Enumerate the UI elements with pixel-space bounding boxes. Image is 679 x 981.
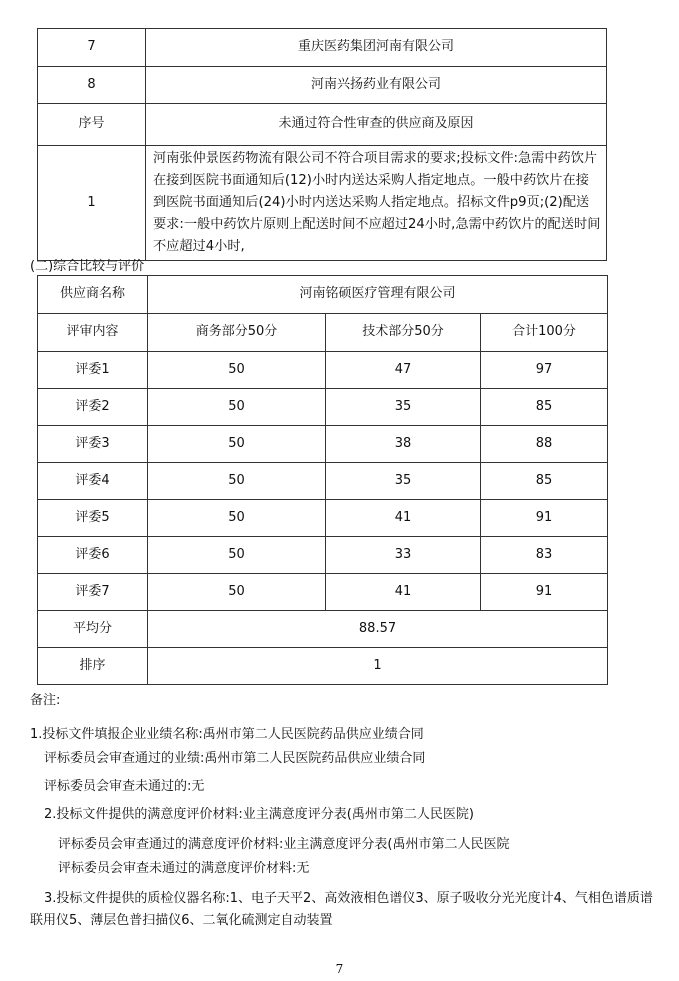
header-row — [38, 314, 608, 352]
business-score: 50 — [148, 463, 326, 500]
review-label: 评审内容 — [38, 314, 148, 352]
score-table — [37, 275, 608, 685]
note-line: 评标委员会审查通过的满意度评价材料:业主满意度评分表(禹州市第二人民医院 — [58, 837, 510, 852]
seq-header: 序号 — [38, 104, 146, 146]
business-score: 50 — [148, 574, 326, 611]
judge-cell: 评委4 — [38, 463, 148, 500]
business-score: 50 — [148, 500, 326, 537]
business-score: 50 — [148, 389, 326, 426]
rank-label: 排序 — [38, 648, 148, 685]
table-row — [38, 352, 608, 389]
total-score: 83 — [481, 537, 608, 574]
tech-score: 33 — [326, 537, 481, 574]
business-score: 50 — [148, 537, 326, 574]
note-line: 评标委员会审查未通过的满意度评价材料:无 — [58, 861, 310, 876]
table-row — [38, 426, 608, 463]
supplier-row — [38, 276, 608, 314]
tech-score: 38 — [326, 426, 481, 463]
judge-cell: 评委2 — [38, 389, 148, 426]
table-row — [38, 389, 608, 426]
tech-score: 35 — [326, 463, 481, 500]
table-row — [38, 29, 607, 67]
average-row — [38, 611, 608, 648]
table-row — [38, 146, 607, 261]
total-score: 91 — [481, 500, 608, 537]
total-score: 91 — [481, 574, 608, 611]
supplier-name: 河南铭硕医疗管理有限公司 — [148, 276, 608, 314]
business-score: 50 — [148, 352, 326, 389]
column-header: 商务部分50分 — [148, 314, 326, 352]
page-number: 7 — [335, 962, 344, 976]
average-label: 平均分 — [38, 611, 148, 648]
note-line: 评标委员会审查未通过的:无 — [44, 779, 205, 794]
table-row — [38, 500, 608, 537]
notes-heading: 备注: — [30, 693, 61, 708]
rank-value: 1 — [148, 648, 608, 685]
table-header-row — [38, 104, 607, 146]
total-score: 85 — [481, 463, 608, 500]
supplier-name-cell: 重庆医药集团河南有限公司 — [146, 29, 607, 67]
average-value: 88.57 — [148, 611, 608, 648]
column-header: 合计100分 — [481, 314, 608, 352]
seq-cell: 1 — [38, 146, 146, 261]
judge-cell: 评委3 — [38, 426, 148, 463]
table-row — [38, 67, 607, 104]
business-score: 50 — [148, 426, 326, 463]
seq-cell: 7 — [38, 29, 146, 67]
judge-cell: 评委7 — [38, 574, 148, 611]
tech-score: 41 — [326, 574, 481, 611]
table-row — [38, 537, 608, 574]
rank-row — [38, 648, 608, 685]
supplier-label: 供应商名称 — [38, 276, 148, 314]
tech-score: 35 — [326, 389, 481, 426]
fail-reason-cell: 河南张仲景医药物流有限公司不符合项目需求的要求;投标文件:急需中药饮片在接到医院书面通知后(12)小时内送达采购人指定地点。一般中药饮片在接到医院书面通知后(24)小时内送达采购人指定地点。招标文件p9页;(2)配送要求:一般中药饮片原则上配送时间不应超过24小时,急需中药饮片的配送时间不应超过4小时, — [146, 146, 607, 261]
total-score: 88 — [481, 426, 608, 463]
table-row — [38, 463, 608, 500]
judge-cell: 评委5 — [38, 500, 148, 537]
fail-reason-header: 未通过符合性审查的供应商及原因 — [146, 104, 607, 146]
section-title: (二)综合比较与评价 — [30, 259, 145, 274]
notes-section — [30, 690, 660, 932]
total-score: 97 — [481, 352, 608, 389]
total-score: 85 — [481, 389, 608, 426]
column-header: 技术部分50分 — [326, 314, 481, 352]
supplier-name-cell: 河南兴扬药业有限公司 — [146, 67, 607, 104]
note-line: 2.投标文件提供的满意度评价材料:业主满意度评分表(禹州市第二人民医院) — [44, 807, 474, 822]
judge-cell: 评委6 — [38, 537, 148, 574]
seq-cell: 8 — [38, 67, 146, 104]
note-line: 1.投标文件填报企业业绩名称:禹州市第二人民医院药品供应业绩合同 — [30, 727, 424, 742]
table-row — [38, 574, 608, 611]
judge-cell: 评委1 — [38, 352, 148, 389]
noncompliant-suppliers-table — [37, 28, 607, 261]
note-line: 3.投标文件提供的质检仪器名称:1、电子天平2、高效液相色谱仪3、原子吸收分光光度计4、气相色谱质谱联用仪5、薄层色普扫描仪6、二氧化硫测定自动装置 — [30, 891, 653, 928]
tech-score: 47 — [326, 352, 481, 389]
note-line: 评标委员会审查通过的业绩:禹州市第二人民医院药品供应业绩合同 — [44, 751, 426, 766]
tech-score: 41 — [326, 500, 481, 537]
